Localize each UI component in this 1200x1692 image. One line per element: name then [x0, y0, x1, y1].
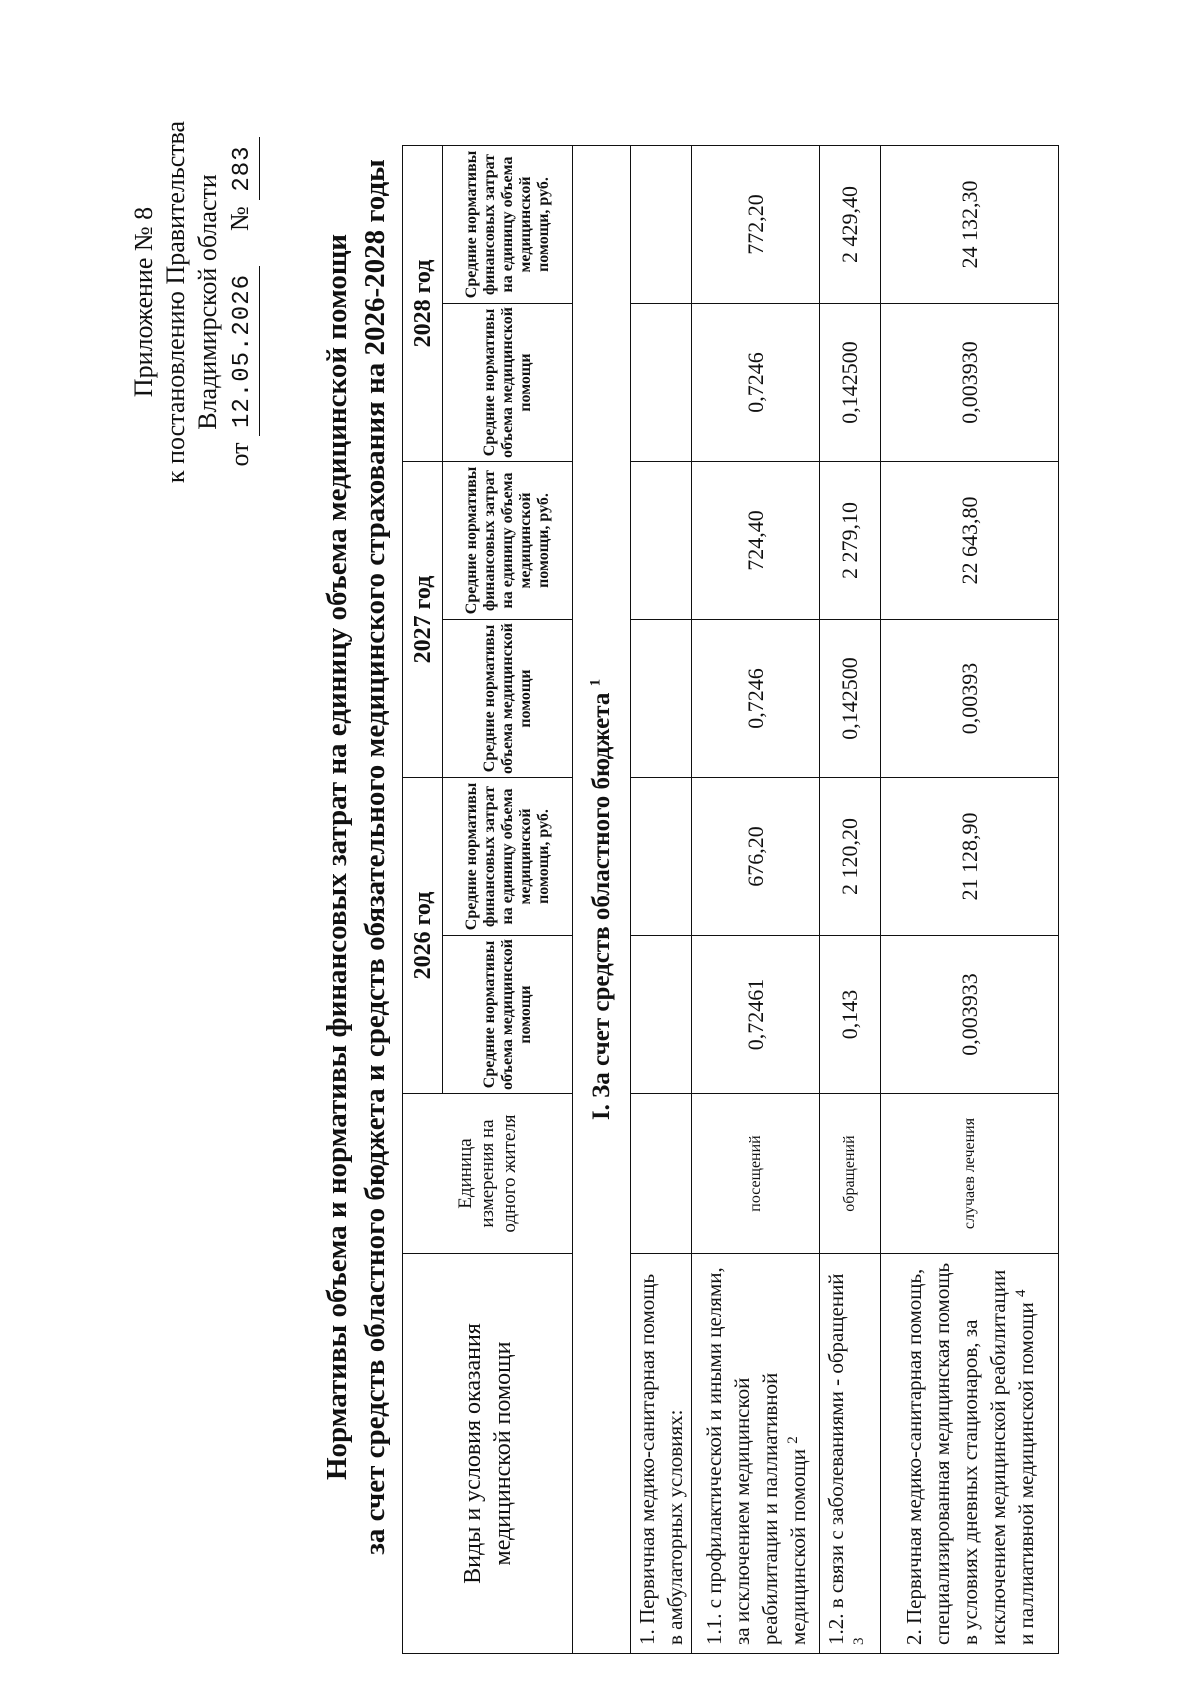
row-value: 22 643,80: [881, 462, 1059, 620]
resolution-number: 283: [227, 137, 260, 199]
row-value: 0,00393: [881, 620, 1059, 778]
row-name-cell: [692, 1254, 820, 1654]
row-value: 24 132,30: [881, 146, 1059, 304]
norms-table: [402, 145, 1059, 1654]
row-value: [631, 304, 692, 462]
row-unit: [631, 1094, 692, 1254]
appendix-region: Владимирской области: [193, 174, 222, 430]
row-value: 0,7246: [692, 620, 820, 778]
document-title: [318, 22, 394, 1692]
row-value: [631, 620, 692, 778]
header-volume-2028: Средние нормативы объема медицинской помощи: [443, 304, 573, 462]
row-name-cell: [820, 1254, 881, 1654]
from-label: от: [225, 442, 254, 467]
row-value: [631, 146, 692, 304]
row-value: [631, 778, 692, 936]
section-title: I. За счет средств областного бюджета: [587, 692, 615, 1121]
title-line-2: за счет средств областного бюджета и средств обязательного медицинского страхования на 2026-2028 годы: [359, 159, 391, 1555]
header-kind: Виды и условия оказания медицинской помощи: [403, 1254, 573, 1654]
row-value: 0,003933: [881, 936, 1059, 1094]
row-name: 1.1. с профилактической и иными целями, за исключением медицинской реабилитации и паллиативной медицинской помощи: [701, 1267, 810, 1645]
header-cost-2027: Средние нормативы финансовых затрат на единицу объема медицинской помощи, руб.: [443, 462, 573, 620]
row-value: 772,20: [692, 146, 820, 304]
table-row: [820, 146, 881, 1654]
row-value: [631, 936, 692, 1094]
table-body: [631, 146, 1059, 1654]
row-value: [631, 462, 692, 620]
row-name: 2. Первичная медико-санитарная помощь, специализированная медицинская помощь в условиях дневных стационаров, за исключением медицинской реабилитации и паллиативной медицинской помощи: [901, 1262, 1038, 1645]
row-value: 0,72461: [692, 936, 820, 1094]
row-name-cell: [631, 1254, 692, 1654]
row-value: 2 429,40: [820, 146, 881, 304]
header-year-2027: 2027 год: [403, 462, 443, 778]
appendix-block: [128, 102, 260, 502]
row-footnote: 4: [1012, 1289, 1029, 1298]
row-unit: обращений: [820, 1094, 881, 1254]
header-year-2028: 2028 год: [403, 146, 443, 462]
table-row: [692, 146, 820, 1654]
table-row: [631, 146, 692, 1654]
row-value: 724,40: [692, 462, 820, 620]
number-label: №: [225, 206, 254, 231]
header-volume-2027: Средние нормативы объема медицинской помощи: [443, 620, 573, 778]
header-volume-2026: Средние нормативы объема медицинской помощи: [443, 936, 573, 1094]
row-unit: случаев лечения: [881, 1094, 1059, 1254]
row-value: 0,142500: [820, 620, 881, 778]
appendix-number: Приложение № 8: [129, 206, 158, 398]
header-cost-2028: Средние нормативы финансовых затрат на единицу объема медицинской помощи, руб.: [443, 146, 573, 304]
row-name-cell: [881, 1254, 1059, 1654]
appendix-resolution: к постановлению Правительства: [161, 120, 190, 484]
row-unit: посещений: [692, 1094, 820, 1254]
row-name: 1. Первичная медико-санитарная помощь в амбулаторных условиях:: [635, 1273, 687, 1645]
header-year-2026: 2026 год: [403, 778, 443, 1094]
resolution-date: 12.05.2026: [227, 266, 260, 436]
row-footnote: 3: [851, 1637, 867, 1645]
header-cost-2026: Средние нормативы финансовых затрат на единицу объема медицинской помощи, руб.: [443, 778, 573, 936]
row-value: 0,143: [820, 936, 881, 1094]
row-value: 0,7246: [692, 304, 820, 462]
table-row: [881, 146, 1059, 1654]
section-regional-budget: [573, 146, 631, 1654]
row-value: 21 128,90: [881, 778, 1059, 936]
row-value: 0,142500: [820, 304, 881, 462]
appendix-date-line: [224, 102, 260, 502]
row-value: 2 120,20: [820, 778, 881, 936]
row-value: 0,003930: [881, 304, 1059, 462]
title-line-1: Нормативы объема и нормативы финансовых затрат на единицу объема медицинской помощи: [321, 233, 353, 1481]
section-footnote: 1: [587, 678, 604, 687]
row-value: 676,20: [692, 778, 820, 936]
row-name: 1.2. в связи с заболеваниями - обращений: [824, 1273, 848, 1645]
header-unit: Единица измерения на одного жителя: [403, 1094, 573, 1254]
row-value: 2 279,10: [820, 462, 881, 620]
row-footnote: 2: [784, 1436, 801, 1444]
